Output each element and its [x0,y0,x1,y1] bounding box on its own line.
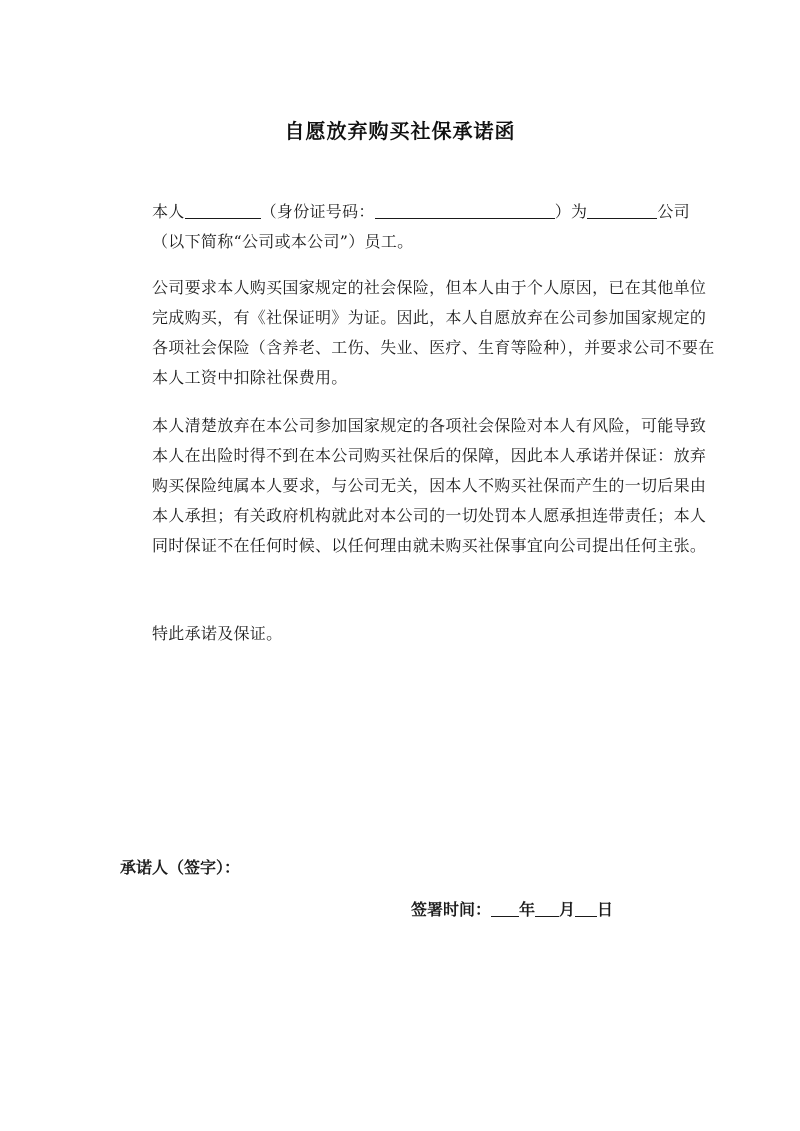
month-blank [535,898,559,917]
day-blank [575,898,597,917]
para1-part3: ）为 [554,202,588,221]
sign-date-label: 签署时间： [411,900,492,919]
paragraph-reason: 公司要求本人购买国家规定的社会保险，但本人由于个人原因，已在其他单位完成购买，有《社保证明》为证。因此，本人自愿放弃在公司参加国家规定的各项社会保险（含养老、工伤、失业、医疗、生育等险种），并要求公司不要在本人工资中扣除社保费用。 [152,278,715,387]
para1-part1: 本人 [152,202,185,221]
year-label: 年 [519,900,536,919]
para1-part2: （身份证号码： [260,202,375,221]
company-blank [587,200,657,219]
signer-label: 承诺人（签字）： [120,858,241,877]
day-label: 日 [597,900,614,919]
id-number-blank [375,200,555,219]
sign-date-line [411,897,613,920]
paragraph-closing: 特此承诺及保证。 [152,624,283,643]
paragraph-declaration [116,197,720,257]
para1-part4: 公司（以下简称“公司或本公司”）员工。 [152,202,690,251]
year-blank [491,898,519,917]
month-label: 月 [559,900,576,919]
paragraph-risk: 本人清楚放弃在本公司参加国家规定的各项社会保险对本人有风险，可能导致本人在出险时得不到在本公司购买社保后的保障，因此本人承诺并保证：放弃购买保险纯属本人要求，与公司无关，因本人不购买社保而产生的一切后果由本人承担；有关政府机构就此对本公司的一切处罚本人愿承担连带责任；本人同时保证不在任何时候、以任何理由就未购买社保事宜向公司提出任何主张。 [152,416,707,555]
name-blank [185,200,261,219]
document-title: 自愿放弃购买社保承诺函 [284,119,516,143]
